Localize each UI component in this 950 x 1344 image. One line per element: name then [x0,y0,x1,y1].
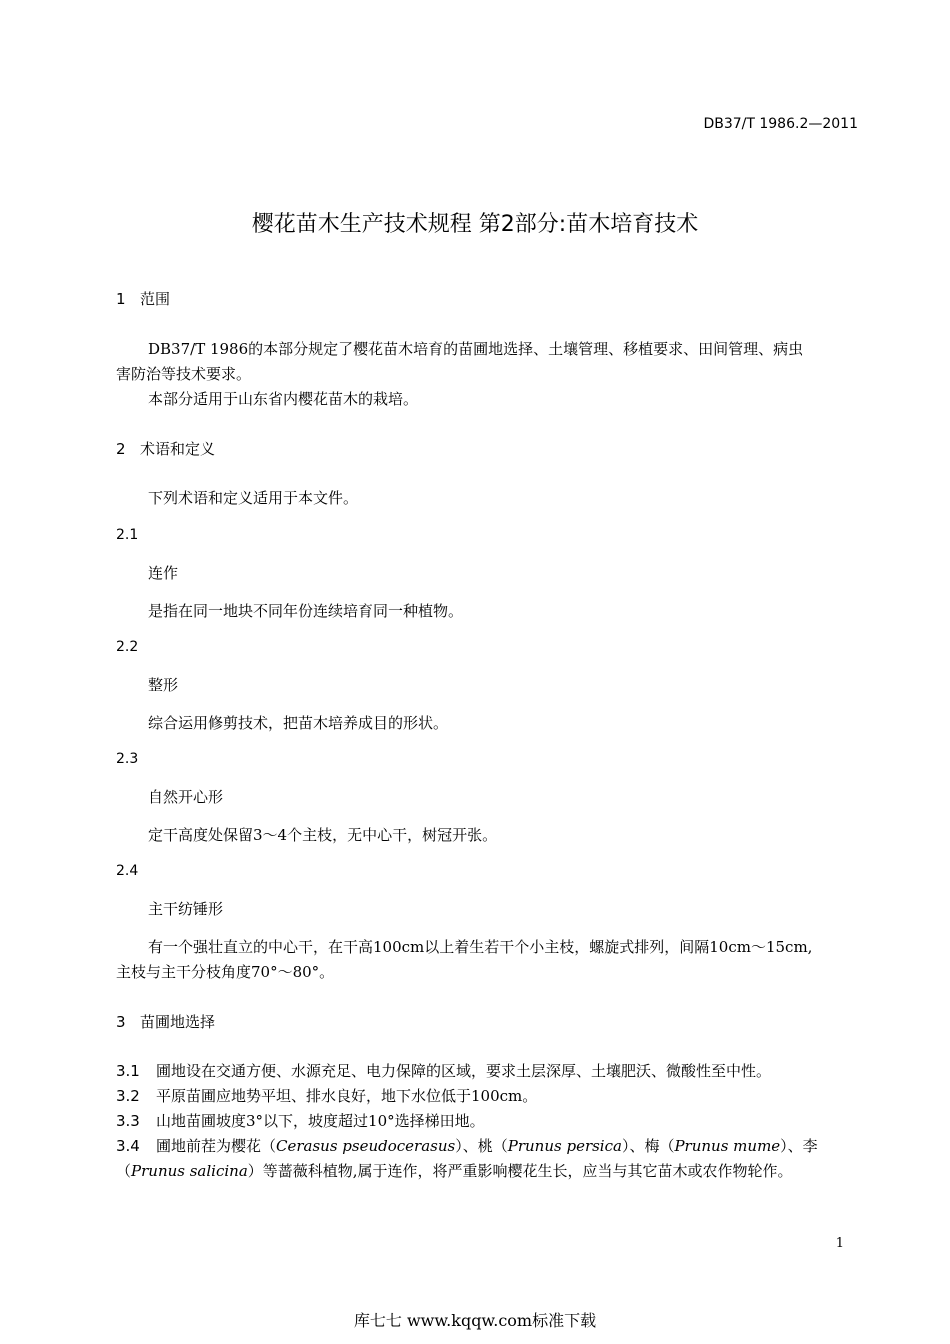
page-number: 1 [835,1236,844,1251]
item-text: 圃地设在交通方便、水源充足、电力保障的区域，要求土层深厚、土壤肥沃、微酸性至中性。 [156,1062,772,1080]
section-1-para-2: 本部分适用于山东省内樱花苗木的栽培。 [148,390,419,408]
section-title: 术语和定义 [140,440,216,458]
term-title: 自然开心形 [148,788,224,806]
item-number: 3.1 [116,1062,140,1080]
section-title: 范围 [140,290,171,308]
term-number: 2.3 [116,751,139,767]
section-3-heading [116,1011,215,1032]
latin-name: Prunus salicina [131,1162,248,1180]
latin-name: Prunus mume [674,1137,781,1155]
item-text: 山地苗圃坡度3°以下，坡度超过10°选择梯田地。 [156,1112,485,1130]
latin-name: Prunus persica [507,1137,622,1155]
term-definition-line-1: 有一个强壮直立的中心干，在干高100cm以上着生若干个小主枝，螺旋式排列，间隔10cm～15cm, [148,938,813,956]
list-item [116,1060,771,1081]
item-number: 3.4 [116,1137,140,1155]
section-number: 2 [116,440,126,458]
section-1-para-1-line-2: 害防治等技术要求。 [116,365,252,383]
term-title: 连作 [148,564,179,582]
term-definition-line-2: 主枝与主干分枝角度70°～80°。 [116,963,335,981]
term-title: 整形 [148,676,179,694]
term-number: 2.2 [116,639,139,655]
item-text: ）、梅（ [621,1137,675,1155]
list-item [116,1110,485,1131]
footer-watermark: 库七七 www.kqqw.com标准下载 [353,1311,597,1330]
list-item-continuation [116,1160,793,1181]
item-text: 圃地前茬为樱花（ [156,1137,277,1155]
list-item [116,1135,818,1156]
term-definition: 综合运用修剪技术，把苗木培养成目的形状。 [148,714,449,732]
item-text: ）、李 [780,1137,818,1155]
standard-code: DB37/T 1986.2—2011 [703,116,858,132]
section-title: 苗圃地选择 [140,1013,216,1031]
term-definition: 是指在同一地块不同年份连续培育同一种植物。 [148,602,464,620]
item-number: 3.3 [116,1112,140,1130]
section-1-para-1-line-1: DB37/T 1986的本部分规定了樱花苗木培育的苗圃地选择、土壤管理、移植要求、田间管理、病虫 [148,340,804,358]
section-2-heading [116,438,215,459]
item-text: ）等蔷薇科植物,属于连作，将严重影响樱花生长，应当与其它苗木或农作物轮作。 [247,1162,793,1180]
item-number: 3.2 [116,1087,140,1105]
item-text: （ [116,1162,132,1180]
item-text: ）、桃（ [455,1137,508,1155]
section-2-intro: 下列术语和定义适用于本文件。 [148,489,359,507]
section-number: 3 [116,1013,126,1031]
term-number: 2.4 [116,863,139,879]
document-title: 樱花苗木生产技术规程 第2部分:苗木培育技术 [251,212,699,237]
term-number: 2.1 [116,527,139,543]
item-text: 平原苗圃应地势平坦、排水良好，地下水位低于100cm。 [156,1087,538,1105]
term-definition: 定干高度处保留3～4个主枝，无中心干，树冠开张。 [148,826,498,844]
term-title: 主干纺锤形 [148,900,224,918]
latin-name: Cerasus pseudocerasus [276,1137,456,1155]
list-item [116,1085,537,1106]
section-number: 1 [116,290,126,308]
section-1-heading [116,288,170,309]
